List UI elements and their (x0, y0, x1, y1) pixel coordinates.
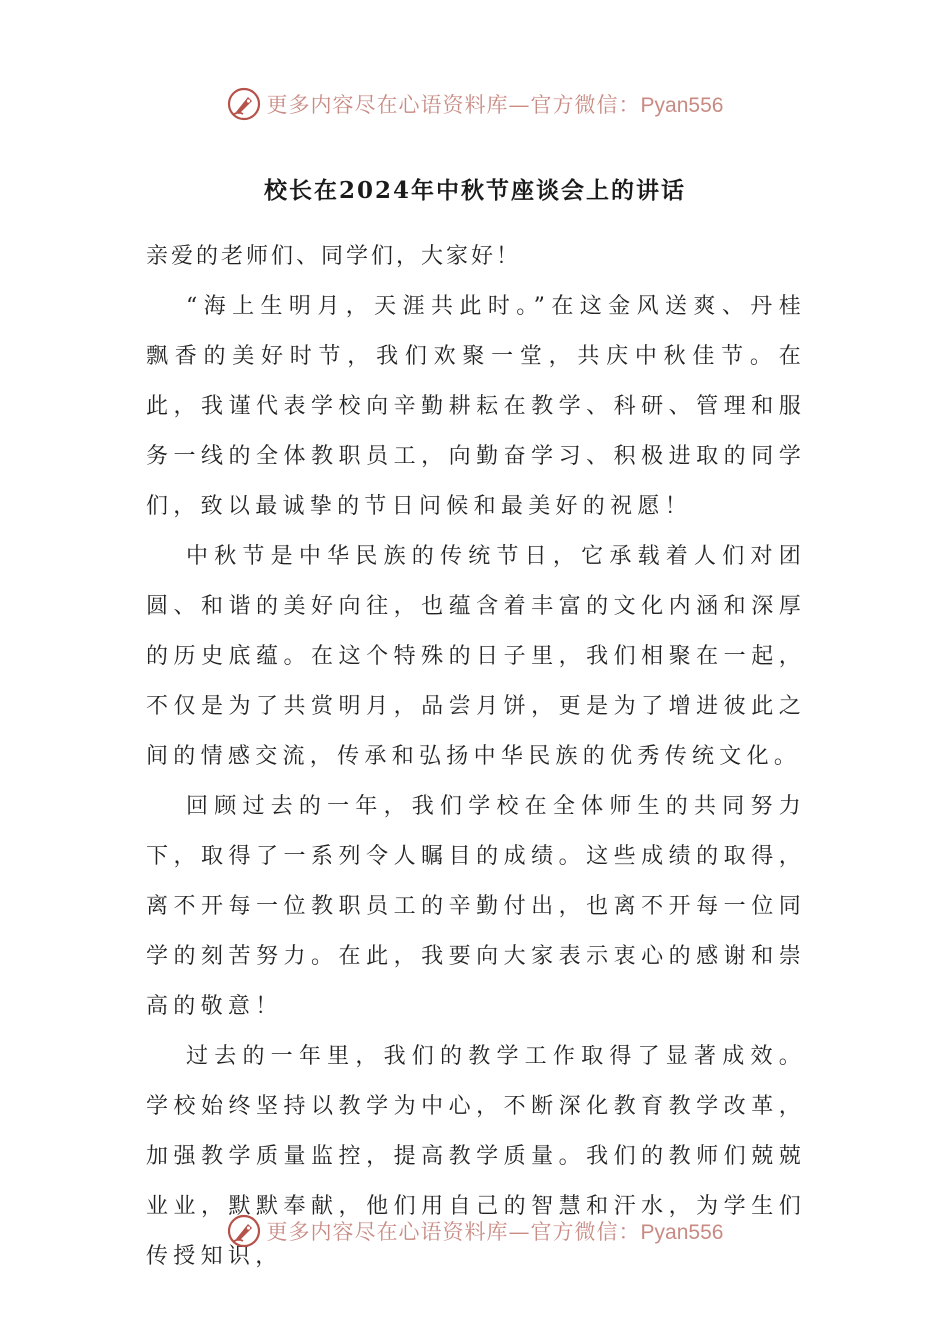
document-body (146, 232, 806, 1282)
document-title: 校长在2024年中秋节座谈会上的讲话 (263, 177, 686, 204)
watermark-brand: 更多内容尽在心语资料库—官方微信： (266, 93, 641, 117)
greeting: 亲爱的老师们、同学们，大家好！ (146, 244, 522, 269)
watermark-wechat-id: Pyan556 (640, 1221, 724, 1244)
paragraph-4: 过去的一年里，我们的教学工作取得了显著成效。学校始终坚持以教学为中心，不断深化教育教学改革，加强教学质量监控，提高教学质量。我们的教师们兢兢业业，默默奉献，他们用自己的智慧和汗水，为学生们传授知识， (146, 1044, 806, 1269)
watermark-text (267, 89, 724, 119)
paragraph-2: 中秋节是中华民族的传统节日，它承载着人们对团圆、和谐的美好向往，也蕴含着丰富的文化内涵和深厚的历史底蕴。在这个特殊的日子里，我们相聚在一起，不仅是为了共赏明月，品尝月饼，更是为了增进彼此之间的情感交流，传承和弘扬中华民族的优秀传统文化。 (146, 544, 806, 769)
watermark-text (267, 1216, 724, 1246)
header-watermark (0, 80, 950, 128)
watermark-wechat-id: Pyan556 (640, 94, 724, 117)
pen-nib-logo-icon (227, 1214, 261, 1248)
pen-nib-logo-icon (227, 87, 261, 121)
watermark-brand: 更多内容尽在心语资料库—官方微信： (266, 1220, 641, 1244)
paragraph-3: 回顾过去的一年，我们学校在全体师生的共同努力下，取得了一系列令人瞩目的成绩。这些成绩的取得，离不开每一位教职员工的辛勤付出，也离不开每一位同学的刻苦努力。在此，我要向大家表示衷心的感谢和崇高的敬意！ (146, 794, 806, 1019)
paragraph-1: “海上生明月，天涯共此时。”在这金风送爽、丹桂飘香的美好时节，我们欢聚一堂，共庆中秋佳节。在此，我谨代表学校向辛勤耕耘在教学、科研、管理和服务一线的全体教职员工，向勤奋学习、积极进取的同学们，致以最诚挚的节日问候和最美好的祝愿！ (146, 294, 806, 519)
footer-watermark (0, 1207, 950, 1255)
